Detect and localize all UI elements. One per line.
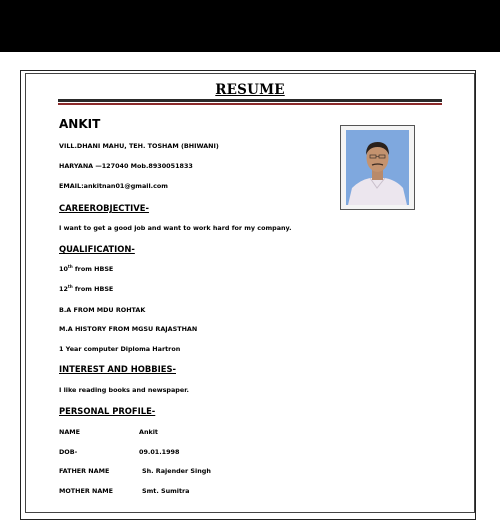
profile-label: MOTHER NAME	[59, 487, 114, 495]
top-black-bar	[0, 0, 500, 52]
title-rule-dark	[58, 99, 442, 102]
qualification-item: B.A FROM MDU ROHTAK	[59, 306, 146, 314]
address-line-1: VILL.DHANI MAHU, TEH. TOSHAM (BHIWANI)	[59, 142, 219, 150]
personal-profile-heading: PERSONAL PROFILE-	[59, 406, 156, 416]
profile-value: Smt. Sumitra	[142, 487, 190, 495]
profile-value: 09.01.1998	[139, 448, 180, 456]
interest-text: I like reading books and newspaper.	[59, 386, 189, 394]
profile-label: DOB-	[59, 448, 78, 456]
profile-value: Ankit	[139, 428, 158, 436]
profile-label: NAME	[59, 428, 81, 436]
qualification-item: M.A HISTORY FROM MGSU RAJASTHAN	[59, 325, 198, 333]
page-title: RESUME	[215, 82, 285, 98]
qualification-item: 10th from HBSE	[59, 263, 114, 273]
applicant-name: ANKIT	[59, 117, 101, 131]
qualification-item: 1 Year computer Diploma Hartron	[59, 345, 181, 353]
qualification-heading: QUALIFICATION-	[59, 244, 135, 254]
career-objective-heading: CAREEROBJECTIVE-	[59, 203, 149, 213]
title-rule-red	[58, 103, 442, 105]
profile-photo	[346, 130, 409, 205]
interest-heading: INTEREST AND HOBBIES-	[59, 364, 176, 374]
career-objective-text: I want to get a good job and want to work hard for my company.	[59, 224, 292, 232]
profile-value: Sh. Rajender Singh	[142, 467, 211, 475]
address-line-2: HARYANA —127040 Mob.8930051833	[59, 162, 193, 170]
qualification-item: 12th from HBSE	[59, 283, 114, 293]
email-line: EMAIL:ankitnan01@gmail.com	[59, 182, 168, 190]
profile-photo-frame	[340, 125, 415, 210]
profile-label: FATHER NAME	[59, 467, 110, 475]
